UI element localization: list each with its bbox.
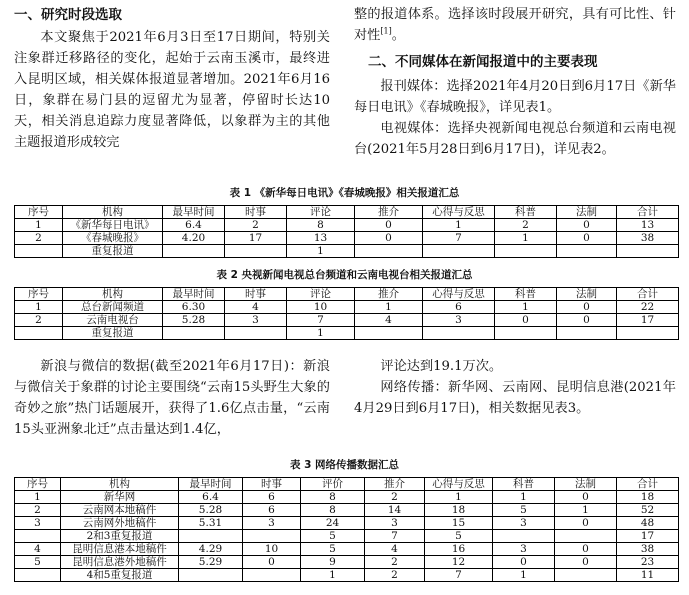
table-cell: 4	[355, 314, 423, 327]
table-cell	[555, 569, 617, 582]
table-cell: 0	[557, 232, 617, 245]
table-cell: 10	[243, 543, 301, 556]
table-cell: 22	[617, 301, 679, 314]
continuation-text: 整的报道体系。选择该时段展开研究，具有可比性、针对性	[354, 7, 676, 43]
table-cell: 1	[301, 569, 365, 582]
table-cell	[243, 530, 301, 543]
table1-header-cell: 序号	[15, 206, 63, 219]
section-1-paragraph: 本文聚焦于2021年6月3日至17日期间，特别关注象群迁移路径的变化，起始于云南玉溪市，最终进入昆明区域，相关媒体报道显著增加。2021年6月16日，象群在易门县的逗留尤为显著，停留时长达10天，相关消息追踪力度显著降低，以象群为主的其他主题报道形成较完	[14, 30, 330, 150]
table-cell	[555, 530, 617, 543]
table-row	[15, 301, 679, 314]
right-column-top	[354, 4, 676, 160]
table-cell	[355, 245, 423, 258]
table-cell: 8	[301, 491, 365, 504]
table-cell: 0	[355, 232, 423, 245]
right-column-middle	[354, 356, 676, 419]
table-cell: 2	[365, 491, 425, 504]
table-cell	[495, 327, 557, 340]
table-cell	[557, 327, 617, 340]
table-cell: 3	[15, 517, 61, 530]
table-cell: 10	[287, 301, 355, 314]
table-cell: 13	[617, 219, 679, 232]
table-cell: 38	[617, 543, 679, 556]
table-cell	[225, 327, 287, 340]
table-cell: 23	[617, 556, 679, 569]
table-row	[15, 569, 679, 582]
table-cell: 4	[225, 301, 287, 314]
table-cell: 0	[495, 314, 557, 327]
section-1-continuation	[354, 4, 676, 46]
table-cell	[15, 569, 61, 582]
table-cell: 云南网本地稿件	[61, 504, 179, 517]
table1	[14, 205, 679, 258]
table2-header-cell: 科普	[495, 288, 557, 301]
continuation-end: 。	[391, 28, 405, 43]
table-cell: 3	[225, 314, 287, 327]
table3-header-cell: 法制	[555, 478, 617, 491]
table-cell: 8	[301, 504, 365, 517]
table-cell: 0	[555, 491, 617, 504]
table-cell: 7	[425, 569, 493, 582]
table-cell	[163, 327, 225, 340]
table-cell: 1	[493, 569, 555, 582]
table-cell	[493, 530, 555, 543]
table-row	[15, 517, 679, 530]
table-cell: 4	[15, 543, 61, 556]
table-cell	[355, 327, 423, 340]
table-cell: 0	[557, 219, 617, 232]
table-cell: 4和5重复报道	[61, 569, 179, 582]
table-cell: 13	[287, 232, 355, 245]
table-cell: 5.31	[179, 517, 243, 530]
table-cell: 1	[287, 327, 355, 340]
table3-header-cell: 最早时间	[179, 478, 243, 491]
table1-header-cell: 科普	[495, 206, 557, 219]
table-cell: 1	[287, 245, 355, 258]
table-cell: 3	[365, 517, 425, 530]
table-cell: 9	[301, 556, 365, 569]
table-cell: 3	[423, 314, 495, 327]
table-cell: 4.29	[179, 543, 243, 556]
table-cell: 昆明信息港本地稿件	[61, 543, 179, 556]
table-cell	[15, 327, 63, 340]
table-cell: 3	[493, 517, 555, 530]
table-cell: 1	[15, 301, 63, 314]
table-cell: 0	[493, 556, 555, 569]
table-cell: 2	[365, 569, 425, 582]
table2-header-cell: 序号	[15, 288, 63, 301]
table-cell: 昆明信息港外地稿件	[61, 556, 179, 569]
table-cell: 1	[555, 504, 617, 517]
table-cell: 0	[557, 314, 617, 327]
table-cell: 5.29	[179, 556, 243, 569]
table-cell: 1	[425, 491, 493, 504]
table-cell: 2	[495, 219, 557, 232]
table-cell: 6	[423, 301, 495, 314]
table-cell: 7	[287, 314, 355, 327]
table2-header-cell: 时事	[225, 288, 287, 301]
table2-header-cell: 机构	[63, 288, 163, 301]
table-cell: 总台新闻频道	[63, 301, 163, 314]
table-row	[15, 504, 679, 517]
table3-header-cell: 推介	[365, 478, 425, 491]
table-cell: 《春城晚报》	[63, 232, 163, 245]
table-row	[15, 556, 679, 569]
table2-header-cell: 心得与反思	[423, 288, 495, 301]
table-cell: 3	[243, 517, 301, 530]
table-cell: 6.30	[163, 301, 225, 314]
table1-header-row	[15, 206, 679, 219]
table-cell: 0	[555, 556, 617, 569]
table-cell: 1	[15, 491, 61, 504]
table-cell: 1	[15, 219, 63, 232]
table3-header-cell: 时事	[243, 478, 301, 491]
table2-header-cell: 评论	[287, 288, 355, 301]
section-heading-1: 一、研究时段选取	[14, 7, 122, 23]
table-cell	[243, 569, 301, 582]
table-cell: 2	[15, 314, 63, 327]
table-cell: 5.28	[163, 314, 225, 327]
table-cell: 新华网	[61, 491, 179, 504]
table-cell	[617, 245, 679, 258]
table-cell: 0	[555, 543, 617, 556]
table-cell: 16	[425, 543, 493, 556]
table3-header-cell: 科普	[493, 478, 555, 491]
table-cell: 17	[617, 530, 679, 543]
table2-header-row	[15, 288, 679, 301]
table-cell: 5.28	[179, 504, 243, 517]
table-cell: 14	[365, 504, 425, 517]
table3-header-cell: 序号	[15, 478, 61, 491]
table-cell: 0	[243, 556, 301, 569]
table-cell: 6	[243, 504, 301, 517]
table1-header-cell: 推介	[355, 206, 423, 219]
table-cell	[163, 245, 225, 258]
table-row	[15, 327, 679, 340]
table-cell: 5	[301, 543, 365, 556]
table2-header-cell: 推介	[355, 288, 423, 301]
table-cell: 6.4	[179, 491, 243, 504]
table-cell: 2	[225, 219, 287, 232]
table-cell: 1	[493, 491, 555, 504]
table-cell: 11	[617, 569, 679, 582]
table-cell: 云南电视台	[63, 314, 163, 327]
table2-header-cell: 法制	[557, 288, 617, 301]
table1-header-cell: 评论	[287, 206, 355, 219]
table1-header-cell: 心得与反思	[423, 206, 495, 219]
table-cell: 1	[495, 301, 557, 314]
table-row	[15, 543, 679, 556]
table-cell	[179, 530, 243, 543]
table-cell: 8	[287, 219, 355, 232]
table1-header-cell: 最早时间	[163, 206, 225, 219]
table-cell: 2	[365, 556, 425, 569]
table2-header-cell: 合计	[617, 288, 679, 301]
table-cell: 5	[301, 530, 365, 543]
table2-caption: 表 2 央视新闻电视总台频道和云南电视台相关报道汇总	[216, 269, 473, 281]
table3-header-cell: 评价	[301, 478, 365, 491]
table1-header-cell: 法制	[557, 206, 617, 219]
table-cell: 1	[355, 301, 423, 314]
table-cell	[15, 245, 63, 258]
table-cell: 重复报道	[63, 327, 163, 340]
table-row	[15, 219, 679, 232]
table3-header-cell: 心得与反思	[425, 478, 493, 491]
table-cell: 38	[617, 232, 679, 245]
table-row	[15, 314, 679, 327]
table-cell: 6	[243, 491, 301, 504]
network-paragraph: 网络传播：新华网、云南网、昆明信息港(2021年4月29日到6月17日)，相关数据见表3。	[354, 380, 676, 416]
table-cell: 48	[617, 517, 679, 530]
table-cell: 1	[495, 232, 557, 245]
citation-mark: [1]	[380, 26, 392, 36]
table3-header-cell: 合计	[617, 478, 679, 491]
tv-media-paragraph: 电视媒体：选择央视新闻电视总台频道和云南电视台(2021年5月28日到6月17日)，详见表2。	[354, 121, 676, 157]
table2	[14, 287, 679, 340]
table3	[14, 477, 679, 582]
table-cell	[225, 245, 287, 258]
table-cell	[617, 327, 679, 340]
table-cell: 4	[365, 543, 425, 556]
table-row	[15, 245, 679, 258]
table-cell: 4.20	[163, 232, 225, 245]
table-cell: 15	[425, 517, 493, 530]
section-heading-2: 二、不同媒体在新闻报道中的主要表现	[368, 54, 598, 70]
table-row	[15, 232, 679, 245]
table1-header-cell: 时事	[225, 206, 287, 219]
table3-header-cell: 机构	[61, 478, 179, 491]
table-cell: 17	[225, 232, 287, 245]
table1-header-cell: 合计	[617, 206, 679, 219]
comment-count-text: 评论达到19.1万次。	[380, 359, 503, 374]
table-cell: 2	[15, 232, 63, 245]
table-cell: 5	[15, 556, 61, 569]
table-cell: 6.4	[163, 219, 225, 232]
table-cell	[15, 530, 61, 543]
print-media-paragraph: 报刊媒体：选择2021年4月20日到6月17日《新华每日电讯》《春城晚报》，详见表1。	[354, 79, 676, 115]
table3-header-row	[15, 478, 679, 491]
table-cell: 7	[365, 530, 425, 543]
table-cell: 7	[423, 232, 495, 245]
table-cell: 重复报道	[63, 245, 163, 258]
table1-header-cell: 机构	[63, 206, 163, 219]
table-cell: 0	[555, 517, 617, 530]
table-cell: 云南网外地稿件	[61, 517, 179, 530]
table-cell: 0	[355, 219, 423, 232]
table-cell	[423, 245, 495, 258]
table1-caption: 表 1 《新华每日电讯》《春城晚报》相关报道汇总	[229, 187, 460, 199]
left-column-middle	[14, 356, 330, 440]
table-cell: 24	[301, 517, 365, 530]
table-cell: 5	[493, 504, 555, 517]
table-cell: 2和3重复报道	[61, 530, 179, 543]
table-cell: 5	[425, 530, 493, 543]
table-cell	[423, 327, 495, 340]
table-cell: 17	[617, 314, 679, 327]
table-cell: 3	[493, 543, 555, 556]
table-cell: 18	[425, 504, 493, 517]
table-cell: 2	[15, 504, 61, 517]
table-row	[15, 491, 679, 504]
table-row	[15, 530, 679, 543]
sina-wechat-paragraph: 新浪与微信的数据(截至2021年6月17日)：新浪与微信关于象群的讨论主要围绕“云南15头野生大象的奇妙之旅”热门话题展开，获得了1.6亿点击量，“云南15头亚洲象北迁”点击量达到1.4亿，	[14, 359, 330, 437]
table-cell: 12	[425, 556, 493, 569]
left-column-top	[14, 4, 330, 153]
table-cell: 1	[423, 219, 495, 232]
table2-header-cell: 最早时间	[163, 288, 225, 301]
table-cell	[557, 245, 617, 258]
table-cell: 18	[617, 491, 679, 504]
table-cell: 0	[557, 301, 617, 314]
table3-caption: 表 3 网络传播数据汇总	[289, 459, 400, 471]
table-cell: 《新华每日电讯》	[63, 219, 163, 232]
table-cell	[179, 569, 243, 582]
table-cell: 52	[617, 504, 679, 517]
table-cell	[495, 245, 557, 258]
